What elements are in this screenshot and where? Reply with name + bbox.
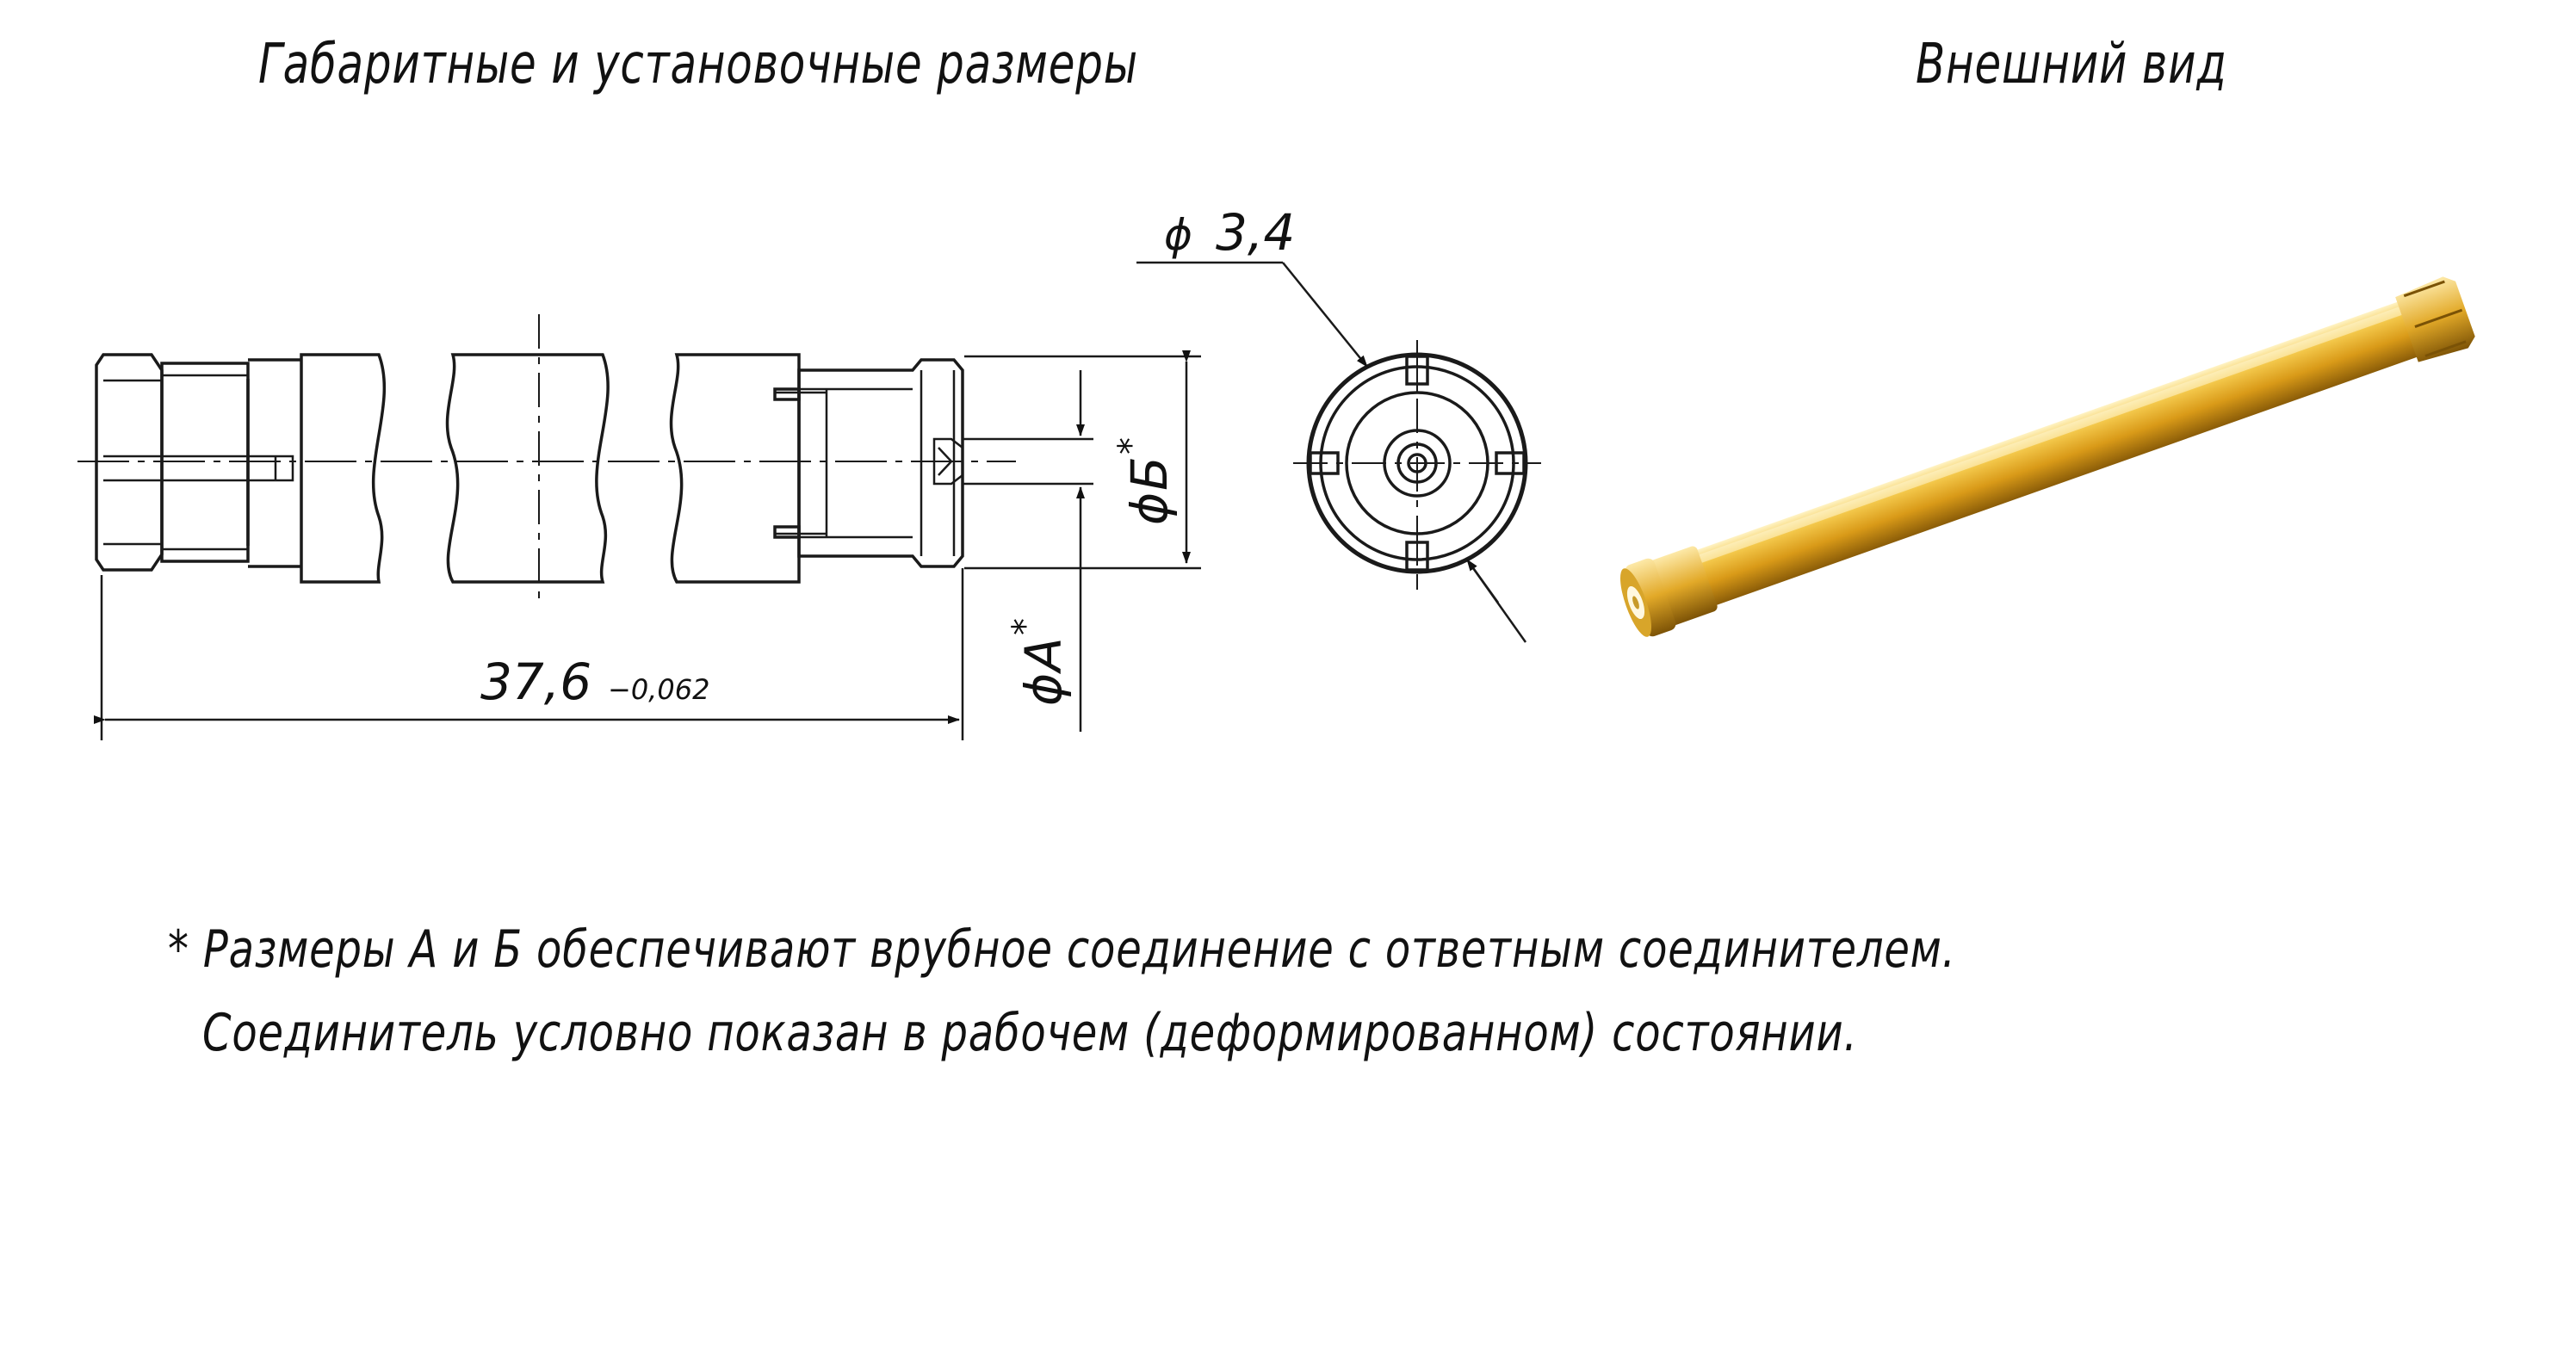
diameter-b-label: Б (1120, 456, 1179, 491)
diameter-small-dimension: 3,4 (1216, 203, 1296, 262)
asterisk-b: * (1112, 437, 1151, 455)
length-dimension: 37,6 (480, 653, 592, 711)
asterisk-a: * (1006, 618, 1045, 635)
connector-photo (1613, 273, 2478, 641)
footnote-line-1: * Размеры А и Б обеспечивают врубное соединение с ответным соединителем. (168, 919, 1956, 980)
length-tolerance: −0,062 (608, 673, 710, 706)
phi-symbol-b: ϕ (1120, 492, 1179, 525)
diameter-a-label: А (1014, 637, 1073, 671)
drawing-title: Габаритные и установочные размеры (258, 33, 1138, 96)
dimension-labels (480, 203, 1295, 711)
phi-symbol-small: ϕ (1164, 210, 1192, 260)
phi-symbol-a: ϕ (1014, 672, 1073, 706)
appearance-title: Внешний вид (1916, 33, 2227, 96)
end-view (1136, 263, 1541, 642)
footnote-line-2: Соединитель условно показан в рабочем (деформированном) состоянии. (202, 1003, 1858, 1063)
side-view (77, 314, 1016, 603)
